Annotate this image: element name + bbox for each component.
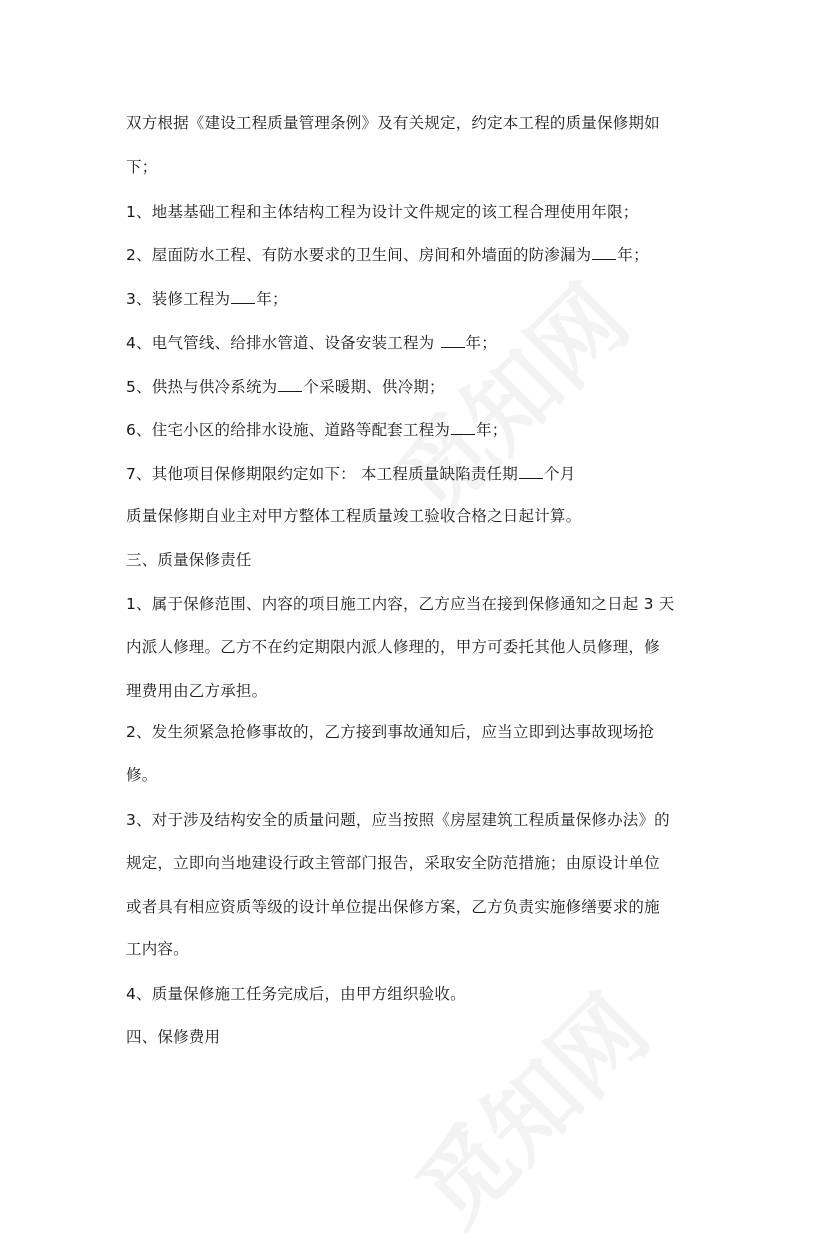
- list-item: [126, 289, 288, 309]
- paragraph-line: 内派人修理。乙方不在约定期限内派人修理的，甲方可委托其他人员修理，修: [126, 638, 660, 656]
- list-item-text: 年；: [256, 290, 288, 308]
- list-item: 1、地基基础工程和主体结构工程为设计文件规定的该工程合理使用年限；: [126, 203, 639, 221]
- list-item-text: 7、其他项目保修期限约定如下： 本工程质量缺陷责任期: [126, 465, 518, 483]
- list-item: [126, 245, 649, 265]
- list-item-text: 3、装修工程为: [126, 290, 231, 308]
- paragraph-line: 2、发生须紧急抢修事故的，乙方接到事故通知后，应当立即到达事故现场抢: [126, 723, 655, 741]
- fill-in-blank: [519, 464, 543, 479]
- section-heading: 四、保修费用: [126, 1028, 221, 1046]
- paragraph-line: 下；: [126, 158, 158, 176]
- fill-in-blank: [592, 245, 616, 260]
- section-heading: 三、质量保修责任: [126, 551, 252, 569]
- list-item: [126, 420, 507, 440]
- list-item-text: 2、屋面防水工程、有防水要求的卫生间、房间和外墙面的防渗漏为: [126, 246, 592, 264]
- list-item-text: 年；: [465, 334, 497, 352]
- fill-in-blank: [278, 377, 302, 392]
- paragraph-line: 1、属于保修范围、内容的项目施工内容，乙方应当在接到保修通知之日起 3 天: [126, 595, 675, 613]
- paragraph-line: 双方根据《建设工程质量管理条例》及有关规定，约定本工程的质量保修期如: [126, 114, 660, 132]
- paragraph-line: 工内容。: [126, 940, 189, 958]
- paragraph-line: 或者具有相应资质等级的设计单位提出保修方案，乙方负责实施修缮要求的施: [126, 898, 660, 916]
- list-item-text: 5、供热与供冷系统为: [126, 378, 278, 396]
- paragraph-line: 规定，立即向当地建设行政主管部门报告，采取安全防范措施；由原设计单位: [126, 854, 660, 872]
- list-item: [126, 464, 575, 484]
- paragraph-line: 3、对于涉及结构安全的质量问题，应当按照《房屋建筑工程质量保修办法》的: [126, 811, 670, 829]
- paragraph-line: 修。: [126, 766, 158, 784]
- fill-in-blank: [451, 420, 475, 435]
- list-item-text: 个月: [544, 465, 576, 483]
- list-item-text: 年；: [617, 246, 649, 264]
- paragraph-line: 理费用由乙方承担。: [126, 682, 268, 700]
- watermark: [384, 962, 673, 1250]
- fill-in-blank: [231, 289, 255, 304]
- list-item-text: 个采暖期、供冷期；: [303, 378, 445, 396]
- list-item-text: 6、住宅小区的给排水设施、道路等配套工程为: [126, 421, 451, 439]
- paragraph-line: 4、质量保修施工任务完成后，由甲方组织验收。: [126, 985, 466, 1003]
- list-item: [126, 333, 497, 353]
- list-item-text: 4、电气管线、给排水管道、设备安装工程为: [126, 334, 440, 352]
- list-item-text: 年；: [476, 421, 508, 439]
- fill-in-blank: [441, 333, 465, 348]
- paragraph-line: 质量保修期自业主对甲方整体工程质量竣工验收合格之日起计算。: [126, 507, 582, 525]
- list-item: [126, 377, 445, 397]
